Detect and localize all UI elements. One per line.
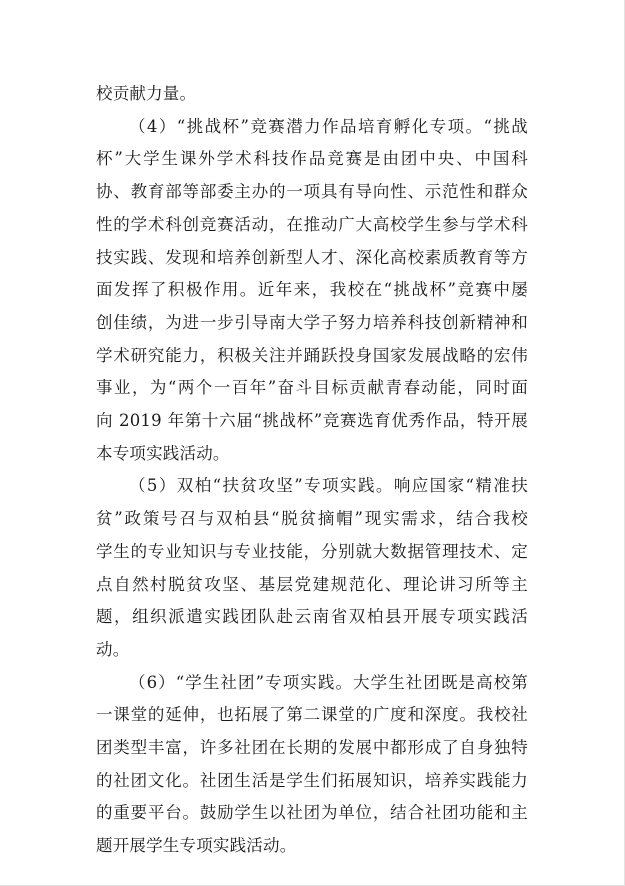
text-line: 点自然村脱贫攻坚、基层党建规范化、理论讲习所等主: [96, 574, 528, 594]
text-line: 的社团文化。社团生活是学生们拓展知识，培养实践能力: [96, 770, 528, 790]
paragraph-item-4: [96, 111, 528, 471]
text-line: 向 2019 年第十六届“挑战杯”竞赛选育优秀作品，特开展: [96, 411, 528, 431]
text-line: 校贡献力量。: [96, 84, 197, 103]
paragraph-continuation: [96, 78, 528, 111]
text-line: 本专项实践活动。: [96, 443, 230, 463]
text-line: 团类型丰富，许多社团在长期的发展中都形成了自身独特: [96, 738, 528, 758]
text-line: （6）“学生社团”专项实践。大学生社团既是高校第: [129, 672, 528, 692]
text-line: 贫”政策号召与双柏县“脱贫摘帽”现实需求，结合我校: [96, 509, 528, 529]
text-line: 性的学术科创竞赛活动，在推动广大高校学生参与学术科: [96, 214, 528, 234]
text-line: 学术研究能力，积极关注并踊跃投身国家发展战略的宏伟: [96, 345, 528, 365]
text-line: （4）“挑战杯”竞赛潜力作品培育孵化专项。“挑战: [129, 116, 528, 136]
text-line: 题，组织派遣实践团队赴云南省双柏县开展专项实践活: [96, 607, 528, 627]
text-line: 创佳绩，为进一步引导南大学子努力培养科技创新精神和: [96, 312, 528, 332]
document-body: [96, 78, 528, 863]
text-line: 协、教育部等部委主办的一项具有导向性、示范性和群众: [96, 182, 528, 202]
text-line: 动。: [96, 639, 130, 659]
text-line: 事业，为“两个一百年”奋斗目标贡献青春动能，同时面: [96, 378, 528, 398]
text-line: 题开展学生专项实践活动。: [96, 836, 297, 856]
text-line: 杯”大学生课外学术科技作品竞赛是由团中央、中国科: [96, 149, 528, 169]
text-line: 一课堂的延伸，也拓展了第二课堂的广度和深度。我校社: [96, 705, 528, 725]
text-line: 技实践、发现和培养创新型人才、深化高校素质教育等方: [96, 247, 528, 267]
text-line: 学生的专业知识与专业技能，分别就大数据管理技术、定: [96, 541, 528, 561]
text-line: （5）双柏“扶贫攻坚”专项实践。响应国家“精准扶: [129, 476, 528, 496]
paragraph-item-6: [96, 667, 528, 863]
text-line: 的重要平台。鼓励学生以社团为单位，结合社团功能和主: [96, 803, 528, 823]
text-line: 面发挥了积极作用。近年来，我校在“挑战杯”竞赛中屡: [96, 280, 528, 300]
paragraph-item-5: [96, 470, 528, 666]
